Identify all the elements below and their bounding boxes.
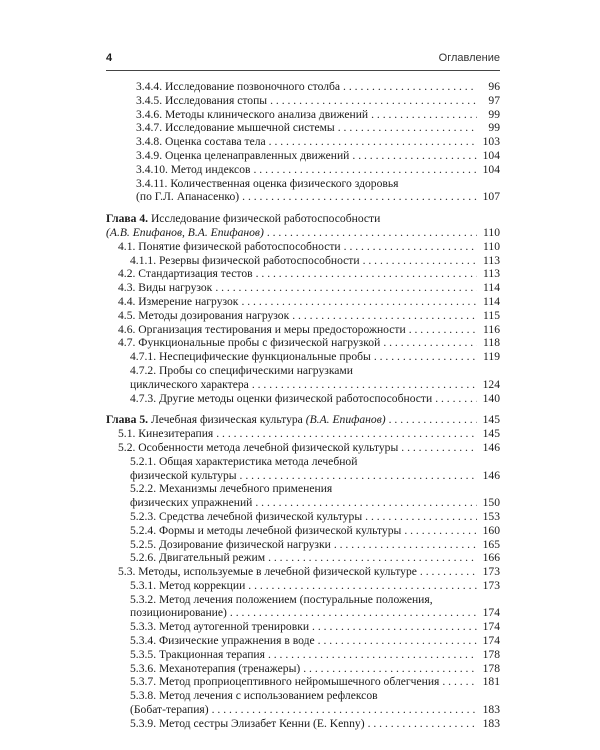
toc-entry-title: 5.3. Методы, используемые в лечебной физической культуре: [118, 565, 417, 579]
chapter-4-heading[interactable]: [106, 212, 500, 226]
toc-entry-page: 103: [482, 135, 500, 149]
chapter-4-authors: (А.В. Епифанов, В.А. Епифанов): [106, 225, 264, 239]
toc-entry-title: 3.4.6. Методы клинического анализа движений: [136, 107, 369, 121]
toc-entry[interactable]: [106, 323, 500, 337]
chapter-5-heading[interactable]: [106, 413, 500, 427]
toc-leader: [435, 392, 477, 406]
toc-entry[interactable]: [106, 551, 500, 565]
toc-entry-title: 5.3.4. Физические упражнения в воде: [130, 634, 315, 648]
toc-entry-page: 146: [482, 440, 500, 454]
toc-entry[interactable]: [106, 80, 500, 94]
toc-entry-title: 3.4.9. Оценка целенаправленных движений: [136, 148, 350, 162]
toc-entry-page: 107: [482, 190, 500, 204]
toc-leader: [334, 538, 477, 552]
toc-entry-page: 115: [483, 308, 500, 322]
toc-entry[interactable]: [106, 620, 500, 634]
toc-entry-page: 183: [482, 703, 500, 717]
toc-entry-page: 173: [482, 565, 500, 579]
toc-entry-page: 104: [482, 148, 500, 162]
toc-entry-title: 5.3.7. Метод проприоцептивного нейромышечного облегчения: [130, 675, 440, 689]
chapter-4-page: 110: [483, 225, 500, 239]
chapter-4-label: Глава 4.: [106, 212, 149, 226]
toc-entry-page: 119: [483, 350, 500, 364]
toc-entry-title: 3.4.4. Исследование позвоночного столба: [136, 80, 341, 93]
toc-entry-page: 140: [482, 391, 500, 405]
toc-entry[interactable]: [106, 94, 500, 108]
toc-leader: [268, 648, 477, 662]
toc-leader: [248, 579, 477, 593]
toc-entry-title: 4.4. Измерение нагрузок: [118, 294, 239, 308]
toc-entry-page: 113: [483, 267, 500, 281]
chapter-5-title: Лечебная физическая культура: [150, 413, 303, 427]
toc-leader: [365, 510, 477, 524]
toc-entry[interactable]: [106, 163, 500, 177]
section-title: Оглавление: [438, 52, 500, 64]
toc-entry-title: 4.5. Методы дозирования нагрузок: [118, 308, 290, 322]
toc-entry[interactable]: [106, 496, 500, 510]
toc-entry[interactable]: [106, 510, 500, 524]
toc-entry[interactable]: [106, 441, 500, 455]
toc-entry-page: 96: [488, 80, 500, 93]
toc-entry[interactable]: [106, 254, 500, 268]
toc-leader: [409, 323, 477, 337]
toc-leader: [404, 524, 477, 538]
toc-entry[interactable]: [106, 336, 500, 350]
toc-entry[interactable]: [106, 524, 500, 538]
toc-entry-page: 104: [482, 162, 500, 176]
toc-leader: [292, 309, 477, 323]
toc-leader: [215, 281, 477, 295]
toc-entry[interactable]: [106, 662, 500, 676]
toc-leader: [255, 496, 477, 510]
toc-leader: [368, 717, 477, 731]
toc-entry-line1: 5.2.2. Механизмы лечебного применения: [130, 482, 333, 496]
toc-leader: [442, 675, 477, 689]
toc-entry-title: 4.2. Стандартизация тестов: [118, 267, 253, 281]
table-of-contents: [106, 80, 500, 731]
toc-entry-title: позиционирование): [130, 606, 227, 620]
toc-leader: [252, 378, 477, 392]
section-gap: [106, 204, 500, 212]
header-rule: [106, 70, 500, 71]
toc-leader: [374, 350, 477, 364]
toc-entry-line1: 4.7.2. Пробы со специфическими нагрузками: [130, 363, 353, 377]
toc-leader: [389, 413, 477, 427]
toc-entry-page: 114: [483, 294, 500, 308]
toc-entry[interactable]: [106, 648, 500, 662]
toc-entry-page: 110: [483, 239, 500, 253]
toc-entry[interactable]: [106, 135, 500, 149]
toc-leader: [242, 190, 477, 204]
toc-entry-page: 118: [483, 336, 500, 350]
toc-entry-page: 174: [482, 634, 500, 648]
toc-entry-title: 5.3.9. Метод сестры Элизабет Кенни (E. Kenny): [130, 716, 365, 730]
toc-leader: [401, 441, 477, 455]
toc-entry-line1: 3.4.11. Количественная оценка физического здоровья: [136, 176, 399, 190]
chapter-5-page: 145: [482, 413, 500, 427]
toc-leader: [352, 149, 477, 163]
toc-entry-page: 150: [482, 496, 500, 510]
toc-leader: [343, 80, 477, 94]
toc-entry[interactable]: [106, 579, 500, 593]
toc-entry-title: 5.1. Кинезитерапия: [118, 427, 214, 441]
toc-entry-page: 153: [482, 509, 500, 523]
toc-leader: [371, 108, 477, 122]
toc-entry-title: 3.4.10. Метод индексов: [136, 162, 251, 176]
toc-entry[interactable]: [106, 121, 500, 135]
toc-entry[interactable]: [106, 240, 500, 254]
toc-entry-page: 97: [488, 93, 500, 107]
chapter-5-authors: (В.А. Епифанов): [305, 413, 386, 427]
toc-entry[interactable]: [106, 606, 500, 620]
toc-entry-page: 178: [482, 647, 500, 661]
toc-entry-page: 99: [488, 107, 500, 121]
toc-entry-title: 5.2.5. Дозирование физической нагрузки: [130, 537, 331, 551]
toc-leader: [230, 606, 477, 620]
toc-leader: [383, 336, 477, 350]
running-header: [106, 52, 500, 68]
toc-entry-page: 116: [483, 322, 500, 336]
toc-entry-page: 124: [482, 377, 500, 391]
toc-entry[interactable]: [106, 108, 500, 122]
toc-entry[interactable]: [106, 190, 500, 204]
toc-entry-page: 146: [482, 468, 500, 482]
toc-entry-title: 4.1. Понятие физической работоспособности: [118, 239, 341, 253]
toc-leader: [318, 634, 477, 648]
toc-entry-title: 4.1.1. Резервы физической работоспособности: [130, 253, 360, 267]
toc-entry-title: 3.4.5. Исследования стопы: [136, 93, 268, 107]
section-gap: [106, 405, 500, 413]
page-number: 4: [106, 52, 113, 64]
toc-entry[interactable]: [106, 675, 500, 689]
toc-entry-page: 165: [482, 537, 500, 551]
toc-leader: [216, 427, 477, 441]
toc-entry[interactable]: [106, 634, 500, 648]
toc-leader: [338, 121, 477, 135]
toc-entry[interactable]: [106, 703, 500, 717]
toc-entry-page: 145: [482, 427, 500, 441]
toc-entry-page: 174: [482, 606, 500, 620]
toc-entry-page: 183: [482, 716, 500, 730]
toc-leader: [363, 254, 477, 268]
toc-entry[interactable]: [106, 469, 500, 483]
toc-entry-page: 99: [488, 121, 500, 135]
chapter-4-authors-row[interactable]: [106, 226, 500, 240]
toc-leader: [240, 469, 477, 483]
toc-entry-title: 4.7. Функциональные пробы с физической нагрузкой: [118, 336, 381, 350]
toc-entry-title: 5.2.4. Формы и методы лечебной физической культуры: [130, 523, 402, 537]
toc-entry-title: 5.3.5. Тракционная терапия: [130, 647, 265, 661]
toc-entry-title: 5.2.3. Средства лечебной физической культуры: [130, 509, 363, 523]
toc-leader: [270, 94, 477, 108]
toc-entry-page: 178: [482, 661, 500, 675]
toc-entry[interactable]: [106, 717, 500, 731]
toc-entry[interactable]: [106, 378, 500, 392]
toc-leader: [344, 240, 477, 254]
toc-entry-page: 114: [483, 281, 500, 295]
toc-entry-title: 5.2. Особенности метода лечебной физической культуры: [118, 440, 399, 454]
toc-entry-page: 160: [482, 523, 500, 537]
toc-leader: [420, 565, 477, 579]
toc-leader: [267, 226, 477, 240]
toc-leader: [268, 551, 477, 565]
toc-leader: [312, 620, 477, 634]
toc-entry-title: 3.4.8. Оценка состава тела: [136, 135, 266, 149]
toc-entry-title: (Бобат-терапия): [130, 703, 209, 717]
toc-entry-line1: 5.2.1. Общая характеристика метода лечебной: [130, 454, 358, 468]
toc-entry-title: 3.4.7. Исследование мышечной системы: [136, 121, 335, 135]
toc-leader: [269, 135, 477, 149]
toc-entry-title: физических упражнений: [130, 496, 253, 510]
toc-entry-title: 4.7.3. Другие методы оценки физической работоспособности: [130, 391, 433, 405]
toc-entry-line1: 5.3.2. Метод лечения положением (постуральные положения,: [130, 592, 433, 606]
toc-entry[interactable]: [106, 267, 500, 281]
toc-leader: [253, 163, 477, 177]
toc-leader: [303, 662, 477, 676]
toc-entry-title: 5.3.1. Метод коррекции: [130, 578, 246, 592]
toc-entry[interactable]: [106, 392, 500, 406]
toc-entry-line1: 5.3.8. Метод лечения с использованием рефлексов: [130, 689, 378, 703]
toc-entry-page: 173: [482, 578, 500, 592]
toc-entry-page: 113: [483, 253, 500, 267]
toc-entry-title: 5.3.6. Механотерапия (тренажеры): [130, 661, 301, 675]
toc-entry[interactable]: [106, 281, 500, 295]
toc-entry-title: физической культуры: [130, 468, 237, 482]
toc-leader: [256, 267, 477, 281]
toc-entry-title: 5.2.6. Двигательный режим: [130, 551, 266, 565]
toc-entry-page: 166: [482, 551, 500, 565]
toc-entry[interactable]: [106, 350, 500, 364]
toc-entry-title: 4.3. Виды нагрузок: [118, 281, 213, 295]
toc-entry[interactable]: [106, 565, 500, 579]
toc-entry-page: 174: [482, 620, 500, 634]
toc-entry-page: 181: [482, 675, 500, 689]
toc-entry[interactable]: [106, 427, 500, 441]
toc-entry-title: циклического характера: [130, 377, 249, 391]
chapter-5-label: Глава 5.: [106, 413, 149, 427]
toc-entry-title: 4.6. Организация тестирования и меры предосторожности: [118, 322, 406, 336]
toc-entry[interactable]: [106, 295, 500, 309]
toc-leader: [241, 295, 477, 309]
chapter-4-title: Исследование физической работоспособности: [150, 212, 381, 226]
toc-entry-title: (по Г.Л. Апанасенко): [136, 190, 240, 204]
toc-entry[interactable]: [106, 309, 500, 323]
toc-entry-title: 5.3.3. Метод аутогенной тренировки: [130, 620, 310, 634]
toc-leader: [212, 703, 477, 717]
toc-entry[interactable]: [106, 538, 500, 552]
toc-entry[interactable]: [106, 149, 500, 163]
toc-entry-title: 4.7.1. Неспецифические функциональные пробы: [130, 350, 371, 364]
